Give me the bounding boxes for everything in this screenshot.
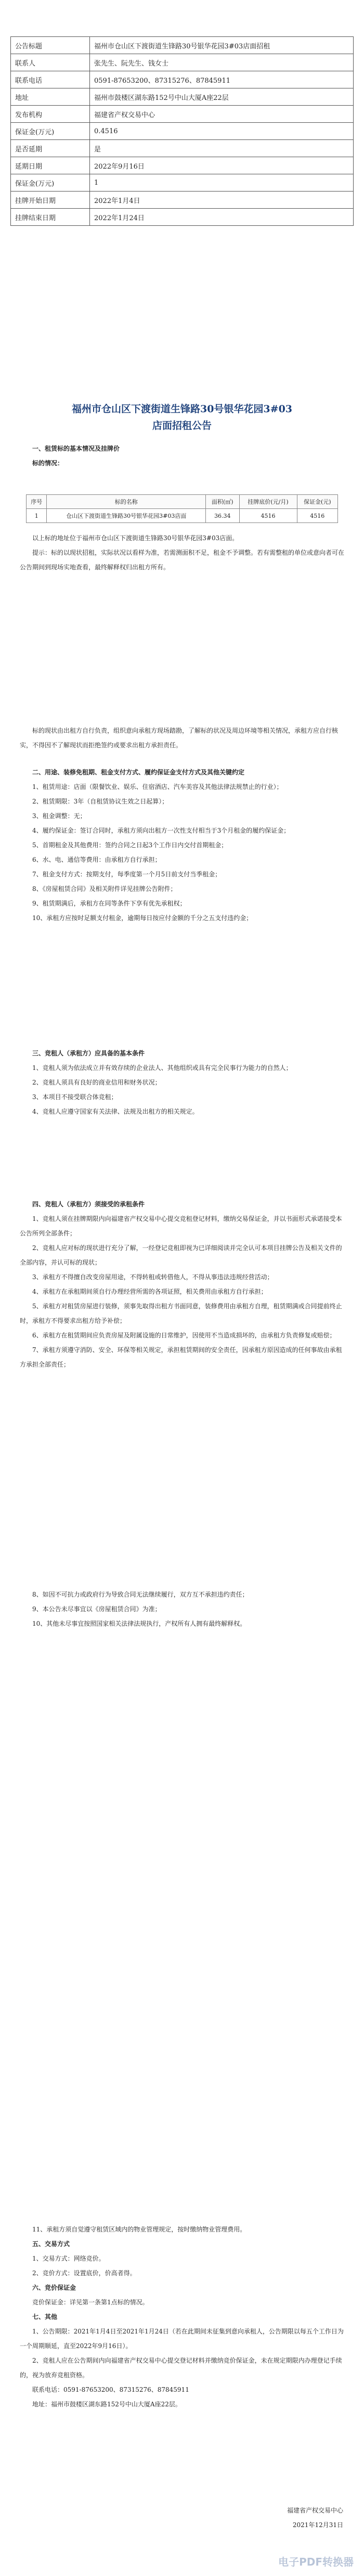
info-value: 福州市鼓楼区湖东路152号中山大厦A座22层 — [90, 88, 354, 106]
watermark-logo: 电子PDF转换器 — [278, 2556, 354, 2568]
paragraph: 4、承租方在承租期间须自行办理经营所需的各项证照，相关费用由承租方自行承担； — [32, 1288, 267, 1295]
info-label: 联系人 — [11, 54, 90, 71]
section-1-note — [20, 723, 344, 753]
paragraph: 2、竞租人应对标的现状进行充分了解，一经登记竞租即视为已详细阅读并完全认可本项目挂牌公告及相关文件的全部内容，并认可标的现状； — [20, 1244, 342, 1266]
paragraph: 11、承租方须自觉遵守租赁区域内的物业管理规定，按时缴纳物业管理费用。 — [32, 2226, 246, 2233]
table-cell: 仓山区下渡街道生锋路30号银华花园3#03店面 — [47, 509, 206, 523]
paragraph: 1、交易方式：网络竞价。 — [32, 2255, 105, 2262]
info-label: 地址 — [11, 88, 90, 106]
info-label: 保证金(万元) — [11, 174, 90, 192]
title-line-2: 店面招租公告 — [152, 420, 212, 431]
title-line-1: 福州市仓山区下渡街道生锋路30号银华花园3#03 — [71, 403, 293, 415]
section-2 — [20, 765, 344, 925]
info-row — [11, 54, 354, 71]
info-value: 福建省产权交易中心 — [90, 106, 354, 123]
section-heading: 五、交易方式 — [32, 2240, 70, 2248]
info-table — [10, 36, 354, 226]
table-cell: 4516 — [297, 509, 337, 523]
table-header-cell: 面积(㎡) — [206, 495, 239, 509]
table-cell: 4516 — [239, 509, 297, 523]
info-row — [11, 106, 354, 123]
paragraph: 1、租赁用途：店面（限餐饮业、娱乐、住宿酒店、汽车美容及其他法律法规禁止的行业）； — [32, 783, 283, 790]
section-heading: 三、竞租人（承租方）应具备的基本条件 — [32, 1050, 145, 1057]
info-row — [11, 37, 354, 54]
paragraph: 联系电话：0591-87653200、87315276、87845911 — [32, 2386, 189, 2393]
info-value: 1 — [90, 174, 354, 192]
section-subheading: 标的情况： — [32, 460, 64, 467]
info-row — [11, 123, 354, 140]
paragraph: 5、承租方对租赁房屋进行装修，须事先取得出租方书面同意，装修费用由承租方自理，租赁期满或合同提前终止时，承租方不得要求出租方给予补偿； — [20, 1303, 342, 1324]
table-cell: 1 — [27, 509, 47, 523]
signature-block — [198, 2503, 343, 2532]
paragraph: 6、水、电、通信等费用：由承租方自行承担； — [32, 856, 161, 863]
info-row — [11, 209, 354, 226]
paragraph: 7、承租方须遵守消防、安全、环保等相关规定，承担租赁期间的安全责任，因承租方原因造成的任何事故由承租方承担全部责任； — [20, 1346, 342, 1368]
info-label: 延期日期 — [11, 157, 90, 174]
section-heading: 一、租赁标的基本情况及挂牌价 — [32, 445, 120, 452]
table-cell: 36.34 — [206, 509, 239, 523]
paragraph: 2、竞租人应在公告期间内向福建省产权交易中心提交登记材料并缴纳竞价保证金，未在规定期限内办理登记手续的，视为放弃竞租资格。 — [20, 2357, 342, 2379]
info-label: 公告标题 — [11, 37, 90, 54]
section-4-cont — [20, 1587, 344, 1631]
page-title — [10, 401, 354, 434]
section-1-body — [20, 531, 344, 575]
paragraph: 10、其他未尽事宜按照国家相关法律法规执行，产权所有人拥有最终解释权。 — [32, 1620, 246, 1627]
info-row — [11, 140, 354, 157]
table-header-row — [27, 495, 338, 509]
section-3 — [20, 1046, 344, 1119]
table-header-cell: 序号 — [27, 495, 47, 509]
paragraph: 1、竞租人须为依法成立并有效存续的企业法人、其他组织或具有完全民事行为能力的自然人； — [32, 1064, 292, 1072]
target-table — [26, 494, 338, 523]
info-row — [11, 174, 354, 192]
section-5 — [20, 2222, 344, 2412]
paragraph: 9、本公告未尽事宜以《房屋租赁合同》为准； — [32, 1605, 161, 1613]
section-4 — [20, 1197, 344, 1372]
paragraph: 1、公告期限：2021年1月4日至2021年1月24日（若在此期间未征集到意向承租人，公告期限以每五个工作日为一个周期顺延，直至2022年9月16日）。 — [20, 2328, 344, 2350]
info-row — [11, 192, 354, 209]
paragraph: 10、承租方应按时足额支付租金，逾期每日按应付金额的千分之五支付违约金； — [32, 914, 253, 922]
signature-org: 福建省产权交易中心 — [287, 2507, 343, 2514]
info-value: 0591-87653200、87315276、87845911 — [90, 71, 354, 88]
info-label: 发布机构 — [11, 106, 90, 123]
info-label: 保证金(万元) — [11, 123, 90, 140]
paragraph: 4、履约保证金：签订合同时，承租方须向出租方一次性支付相当于3个月租金的履约保证金； — [32, 827, 290, 834]
info-value: 2022年1月4日 — [90, 192, 354, 209]
info-value: 0.4516 — [90, 123, 354, 140]
section-heading: 四、竞租人（承租方）须接受的承租条件 — [32, 1201, 145, 1208]
table-header-cell: 挂牌底价(元/月) — [239, 495, 297, 509]
paragraph: 6、承租方在租赁期间应负责房屋及附属设施的日常维护，因使用不当造成损坏的，由承租方负责修复或赔偿； — [32, 1332, 336, 1339]
info-row — [11, 71, 354, 88]
paragraph: 3、本项目不接受联合体竞租； — [32, 1093, 118, 1101]
info-value: 张先生、阮先生、钱女士 — [90, 54, 354, 71]
paragraph: 竞价保证金：详见第一条第1点标的情况。 — [32, 2299, 149, 2306]
paragraph: 8、如因不可抗力或政府行为导致合同无法继续履行，双方互不承担违约责任； — [32, 1591, 249, 1598]
info-row — [11, 88, 354, 106]
info-value: 2022年9月16日 — [90, 157, 354, 174]
info-label: 挂牌结束日期 — [11, 209, 90, 226]
section-heading: 六、竞价保证金 — [32, 2284, 76, 2291]
info-value: 2022年1月24日 — [90, 209, 354, 226]
paragraph: 2、竞租人须具有良好的商业信用和财务状况； — [32, 1079, 161, 1086]
paragraph: 3、承租方不得擅自改变房屋用途，不得转租或转借他人，不得从事违法违规经营活动； — [32, 1273, 274, 1281]
paragraph: 7、租金支付方式：按期支付，每季度第一个月5日前支付当季租金； — [32, 871, 222, 878]
paragraph: 3、租金调整：无； — [32, 812, 86, 820]
paragraph: 以上标的地址位于福州市仓山区下渡街道生锋路30号银华花园3#03店面。 — [32, 534, 239, 542]
section-heading: 七、其他 — [32, 2313, 58, 2320]
info-value: 福州市仓山区下渡街道生锋路30号银华花园3#03店面招租 — [90, 37, 354, 54]
paragraph: 2、竞价方式：设置底价，价高者得。 — [32, 2269, 136, 2277]
paragraph: 1、竞租人须在挂牌期限内向福建省产权交易中心提交竞租登记材料，缴纳交易保证金，并以书面形式承诺接受本公告所列全部条件； — [20, 1215, 342, 1237]
paragraph: 标的现状由出租方自行负责，组织意向承租方现场踏勘，了解标的状况及周边环境等相关情况，承租方应自行核实，不得因不了解现状而拒绝签约或要求出租方承担责任。 — [20, 727, 339, 749]
paragraph: 提示：标的以现状招租，实际状况以看样为准，若需测面积不足，租金不予调整。若有需整租的单位或意向者可在公告期间到现场实地查看，最终解释权归出租方所有。 — [20, 549, 345, 571]
paragraph: 2、租赁期限：3年（自租赁协议生效之日起算）； — [32, 798, 168, 805]
table-header-cell: 标的名称 — [47, 495, 206, 509]
paragraph: 4、竞租人应遵守国家有关法律、法规及出租方的相关规定。 — [32, 1108, 199, 1115]
info-row — [11, 157, 354, 174]
info-value: 是 — [90, 140, 354, 157]
info-label: 挂牌开始日期 — [11, 192, 90, 209]
info-label: 是否延期 — [11, 140, 90, 157]
paragraph: 5、首期租金及其他费用：签约合同之日起3个工作日内交付首期租金； — [32, 841, 228, 849]
table-header-cell: 保证金(元) — [297, 495, 337, 509]
signature-date: 2021年12月31日 — [292, 2521, 343, 2529]
table-row — [27, 509, 338, 523]
info-label: 联系电话 — [11, 71, 90, 88]
paragraph: 地址：福州市鼓楼区湖东路152号中山大厦A座22层。 — [32, 2401, 181, 2408]
section-1 — [20, 441, 344, 470]
paragraph: 9、租赁期满后，承租方在同等条件下享有优先承租权； — [32, 900, 186, 907]
section-heading: 二、用途、装修免租期、租金支付方式、履约保证金支付方式及其他关键约定 — [32, 769, 245, 776]
paragraph: 8、《房屋租赁合同》及相关附件详见挂牌公告附件； — [32, 885, 177, 892]
